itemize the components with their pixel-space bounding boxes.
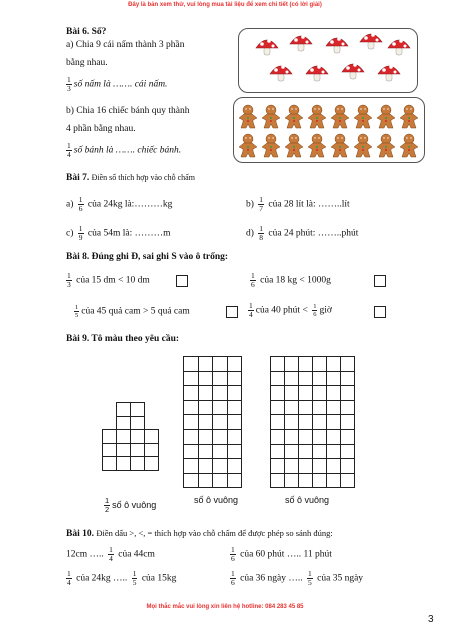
- grid-cell[interactable]: [270, 371, 285, 387]
- grid-cell[interactable]: [326, 371, 341, 387]
- grid-cell[interactable]: [227, 429, 243, 445]
- grid-cell[interactable]: [227, 356, 243, 372]
- cookie-icon: [377, 134, 395, 157]
- grid-cell[interactable]: [102, 456, 117, 471]
- grid-cell[interactable]: [270, 414, 285, 430]
- cookie-icon: [354, 134, 372, 157]
- cookie-icon: [377, 105, 395, 128]
- grid-cell[interactable]: [212, 371, 228, 387]
- mushroom-icon: [388, 39, 410, 55]
- grid-cell[interactable]: [227, 400, 243, 416]
- grid-cell[interactable]: [326, 458, 341, 474]
- bai6-a-line2: bằng nhau.: [66, 58, 108, 68]
- grid-cell[interactable]: [183, 356, 199, 372]
- bai8-item-1: $\frac{1}{3}$ của 15 dm < 10 dm: [67, 271, 150, 289]
- grid-cell[interactable]: [326, 414, 341, 430]
- cookie-icon: [262, 105, 280, 128]
- answer-box-2[interactable]: [374, 275, 386, 287]
- grid-cell[interactable]: [183, 371, 199, 387]
- page-number: 3: [428, 614, 434, 625]
- footer-note: Mọi thắc mắc vui lòng xin liên hệ hotline: 084 283 45 85: [146, 604, 304, 610]
- grid-cell[interactable]: [340, 473, 355, 489]
- grid-cell[interactable]: [102, 443, 117, 458]
- grid-cell[interactable]: [312, 444, 327, 460]
- grid-cell[interactable]: [130, 429, 145, 444]
- grid-cell[interactable]: [227, 371, 243, 387]
- grid-cell[interactable]: [340, 400, 355, 416]
- grid-cell[interactable]: [183, 458, 199, 474]
- grid-cell[interactable]: [198, 400, 214, 416]
- grid-cell[interactable]: [183, 414, 199, 430]
- grid-cell[interactable]: [130, 443, 145, 458]
- grid-cell[interactable]: [284, 473, 299, 489]
- grid-cell[interactable]: [298, 429, 313, 445]
- grid-cell[interactable]: [116, 443, 131, 458]
- bai7-item-b: b) $\frac{1}{7}$ của 28 lít là: ……..lít: [246, 195, 350, 213]
- grid-cell[interactable]: [116, 402, 131, 417]
- grid-cell[interactable]: [198, 444, 214, 460]
- answer-box-3[interactable]: [226, 306, 238, 318]
- bai7-item-a: a) $\frac{1}{6}$ của 24kg là:………kg: [66, 195, 173, 213]
- grid-cell[interactable]: [116, 416, 131, 431]
- grid-cell[interactable]: [312, 371, 327, 387]
- bai9-title: Bài 9. Tô màu theo yêu cầu:: [66, 334, 180, 344]
- fraction: $\frac{1}{4}$: [67, 141, 71, 159]
- mushroom-panel: [238, 28, 418, 93]
- mushroom-icon: [256, 39, 278, 55]
- mushroom-icon: [360, 33, 382, 49]
- grid-cell[interactable]: [340, 385, 355, 401]
- grid-cell[interactable]: [284, 371, 299, 387]
- bai10-instruction: Điền dấu >, <, = thích hợp vào chỗ chấm để được phép so sánh đúng:: [96, 528, 333, 538]
- answer-box-1[interactable]: [176, 275, 188, 287]
- bai10-title: Bài 10.: [66, 529, 94, 539]
- grid-cell[interactable]: [270, 458, 285, 474]
- cookie-icon: [285, 105, 303, 128]
- bai6-a-answer: số nấm là ……. cái nấm.: [73, 79, 168, 90]
- grid-cell[interactable]: [326, 356, 341, 372]
- grid-cell[interactable]: [340, 371, 355, 387]
- grid-cell[interactable]: [212, 356, 228, 372]
- grid-cell[interactable]: [340, 458, 355, 474]
- mushroom-icon: [326, 37, 348, 53]
- header-note: Đây là bản xem thử, vui lòng mua tài liệu để xem chi tiết (có lời giải): [128, 2, 322, 8]
- grid-cell[interactable]: [227, 444, 243, 460]
- bai6-b-answer: số bánh là ……. chiếc bánh.: [73, 145, 182, 156]
- bai10-row2-left: $\frac{1}{4}$ của 24kg ….. $\frac{1}{5}$ của 15kg: [67, 569, 177, 587]
- grid-cell[interactable]: [144, 429, 159, 444]
- grid-cell[interactable]: [298, 356, 313, 372]
- grid-cell[interactable]: [116, 429, 131, 444]
- grid-cell[interactable]: [270, 473, 285, 489]
- bai10-row1-right: $\frac{1}{6}$ của 60 phút ….. 11 phút: [231, 545, 332, 563]
- grid-cell[interactable]: [298, 473, 313, 489]
- bai6-b-line1: b) Chia 16 chiếc bánh quy thành: [66, 106, 190, 116]
- grid-cell[interactable]: [116, 456, 131, 471]
- cookie-illustration: [234, 98, 424, 162]
- grid-cell[interactable]: [212, 473, 228, 489]
- bai7-item-d: d) $\frac{1}{8}$ của 24 phút: ……..phút: [246, 224, 359, 242]
- grid-cell[interactable]: [183, 429, 199, 445]
- grid-cell[interactable]: [326, 429, 341, 445]
- grid-cell[interactable]: [212, 385, 228, 401]
- grid-cell[interactable]: [130, 416, 145, 431]
- answer-box-4[interactable]: [374, 306, 386, 318]
- mushroom-icon: [378, 65, 400, 81]
- grid-cell[interactable]: [284, 429, 299, 445]
- grid-cell[interactable]: [227, 473, 243, 489]
- grid-cell[interactable]: [270, 385, 285, 401]
- grid-cell[interactable]: [212, 414, 228, 430]
- cookie-icon: [331, 134, 349, 157]
- grid-cell[interactable]: [284, 400, 299, 416]
- bai6-title: Bài 6. Số?: [66, 27, 107, 37]
- bai10-heading: [66, 528, 333, 539]
- grid-cell[interactable]: [298, 458, 313, 474]
- mushroom-icon: [306, 65, 328, 81]
- cookie-icon: [239, 134, 257, 157]
- bai9-label-2: số ô vuông: [194, 495, 239, 505]
- grid-cell[interactable]: [284, 414, 299, 430]
- grid-cell[interactable]: [298, 385, 313, 401]
- grid-cell[interactable]: [198, 429, 214, 445]
- bai6-a-answer-line: [64, 76, 167, 93]
- grid-cell[interactable]: [212, 458, 228, 474]
- grid-cell[interactable]: [284, 444, 299, 460]
- grid-cell[interactable]: [340, 356, 355, 372]
- grid-cell[interactable]: [198, 414, 214, 430]
- grid-cell[interactable]: [144, 443, 159, 458]
- grid-cell[interactable]: [198, 458, 214, 474]
- bai7-title: Bài 7.: [66, 173, 90, 183]
- grid-cell[interactable]: [284, 458, 299, 474]
- grid-cell[interactable]: [298, 414, 313, 430]
- cookie-icon: [331, 105, 349, 128]
- grid-cell[interactable]: [227, 385, 243, 401]
- bai8-item-3: $\frac{1}{5}$ của 45 quả cam > 5 quả cam: [75, 304, 190, 319]
- grid-cell[interactable]: [198, 385, 214, 401]
- cookie-icon: [285, 134, 303, 157]
- bai7-item-c: c) $\frac{1}{9}$ của 54m là: ………m: [66, 224, 171, 242]
- grid-cell[interactable]: [340, 429, 355, 445]
- mushroom-illustration: [239, 29, 417, 92]
- grid-cell[interactable]: [312, 385, 327, 401]
- grid-cell[interactable]: [312, 400, 327, 416]
- grid-cell[interactable]: [212, 400, 228, 416]
- grid-cell[interactable]: [312, 458, 327, 474]
- grid-cell[interactable]: [212, 429, 228, 445]
- grid-2[interactable]: [183, 356, 241, 487]
- grid-cell[interactable]: [270, 356, 285, 372]
- grid-cell[interactable]: [312, 414, 327, 430]
- bai8-item-2: $\frac{1}{6}$ của 18 kg < 1000g: [251, 271, 331, 289]
- grid-cell[interactable]: [144, 456, 159, 471]
- cookie-icon: [308, 105, 326, 128]
- bai6-a-line1: a) Chia 9 cái nấm thành 3 phần: [66, 40, 185, 50]
- bai9-label-3: số ô vuông: [285, 495, 330, 505]
- grid-cell[interactable]: [312, 356, 327, 372]
- grid-cell[interactable]: [212, 444, 228, 460]
- bai10-row1-left: 12cm ….. $\frac{1}{4}$ của 44cm: [66, 545, 155, 563]
- bai7-instruction: Điền số thích hợp vào chỗ chấm: [91, 173, 195, 182]
- grid-cell[interactable]: [130, 402, 145, 417]
- grid-cell[interactable]: [270, 429, 285, 445]
- grid-cell[interactable]: [102, 429, 117, 444]
- grid-cell[interactable]: [326, 400, 341, 416]
- cookie-icon: [239, 105, 257, 128]
- grid-cell[interactable]: [130, 456, 145, 471]
- grid-cell[interactable]: [284, 356, 299, 372]
- grid-cell[interactable]: [298, 400, 313, 416]
- bai8-title: Bài 8. Đúng ghi Đ, sai ghi S vào ô trống:: [66, 252, 229, 262]
- bai6-b-line2: 4 phần bằng nhau.: [66, 124, 136, 134]
- bai8-item-4: $\frac{1}{4}$ của 40 phút < $\frac{1}{6}$ giờ: [249, 301, 332, 319]
- bai10-row2-right: $\frac{1}{6}$ của 36 ngày ….. $\frac{1}{5}$ của 35 ngày: [231, 569, 364, 587]
- grid-3[interactable]: [270, 356, 354, 487]
- grid-cell[interactable]: [326, 473, 341, 489]
- grid-cell[interactable]: [270, 400, 285, 416]
- grid-cell[interactable]: [326, 444, 341, 460]
- grid-cell[interactable]: [183, 385, 199, 401]
- grid-cell[interactable]: [198, 473, 214, 489]
- cookie-icon: [262, 134, 280, 157]
- cookie-icon: [400, 105, 418, 128]
- grid-cell[interactable]: [340, 414, 355, 430]
- grid-cell[interactable]: [312, 429, 327, 445]
- grid-cell[interactable]: [326, 385, 341, 401]
- bai7-heading: [66, 173, 195, 183]
- grid-cell[interactable]: [298, 444, 313, 460]
- grid-cell[interactable]: [227, 414, 243, 430]
- grid-cell[interactable]: [183, 473, 199, 489]
- grid-cell[interactable]: [183, 444, 199, 460]
- mushroom-icon: [342, 63, 364, 79]
- mushroom-icon: [270, 65, 292, 81]
- grid-cell[interactable]: [198, 371, 214, 387]
- bai9-label-1: $\frac{1}{2}$ số ô vuông: [105, 496, 157, 514]
- grid-cell[interactable]: [312, 473, 327, 489]
- grid-1[interactable]: [102, 402, 158, 470]
- mushroom-icon: [290, 35, 312, 51]
- grid-cell[interactable]: [298, 371, 313, 387]
- bai6-b-answer-line: [64, 142, 181, 159]
- grid-cell[interactable]: [183, 400, 199, 416]
- grid-cell[interactable]: [340, 444, 355, 460]
- cookie-icon: [308, 134, 326, 157]
- grid-cell[interactable]: [227, 458, 243, 474]
- cookie-icon: [354, 105, 372, 128]
- grid-cell[interactable]: [270, 444, 285, 460]
- grid-cell[interactable]: [284, 385, 299, 401]
- cookie-icon: [400, 134, 418, 157]
- cookie-panel: [233, 97, 425, 163]
- fraction: $\frac{1}{3}$: [67, 75, 71, 93]
- grid-cell[interactable]: [198, 356, 214, 372]
